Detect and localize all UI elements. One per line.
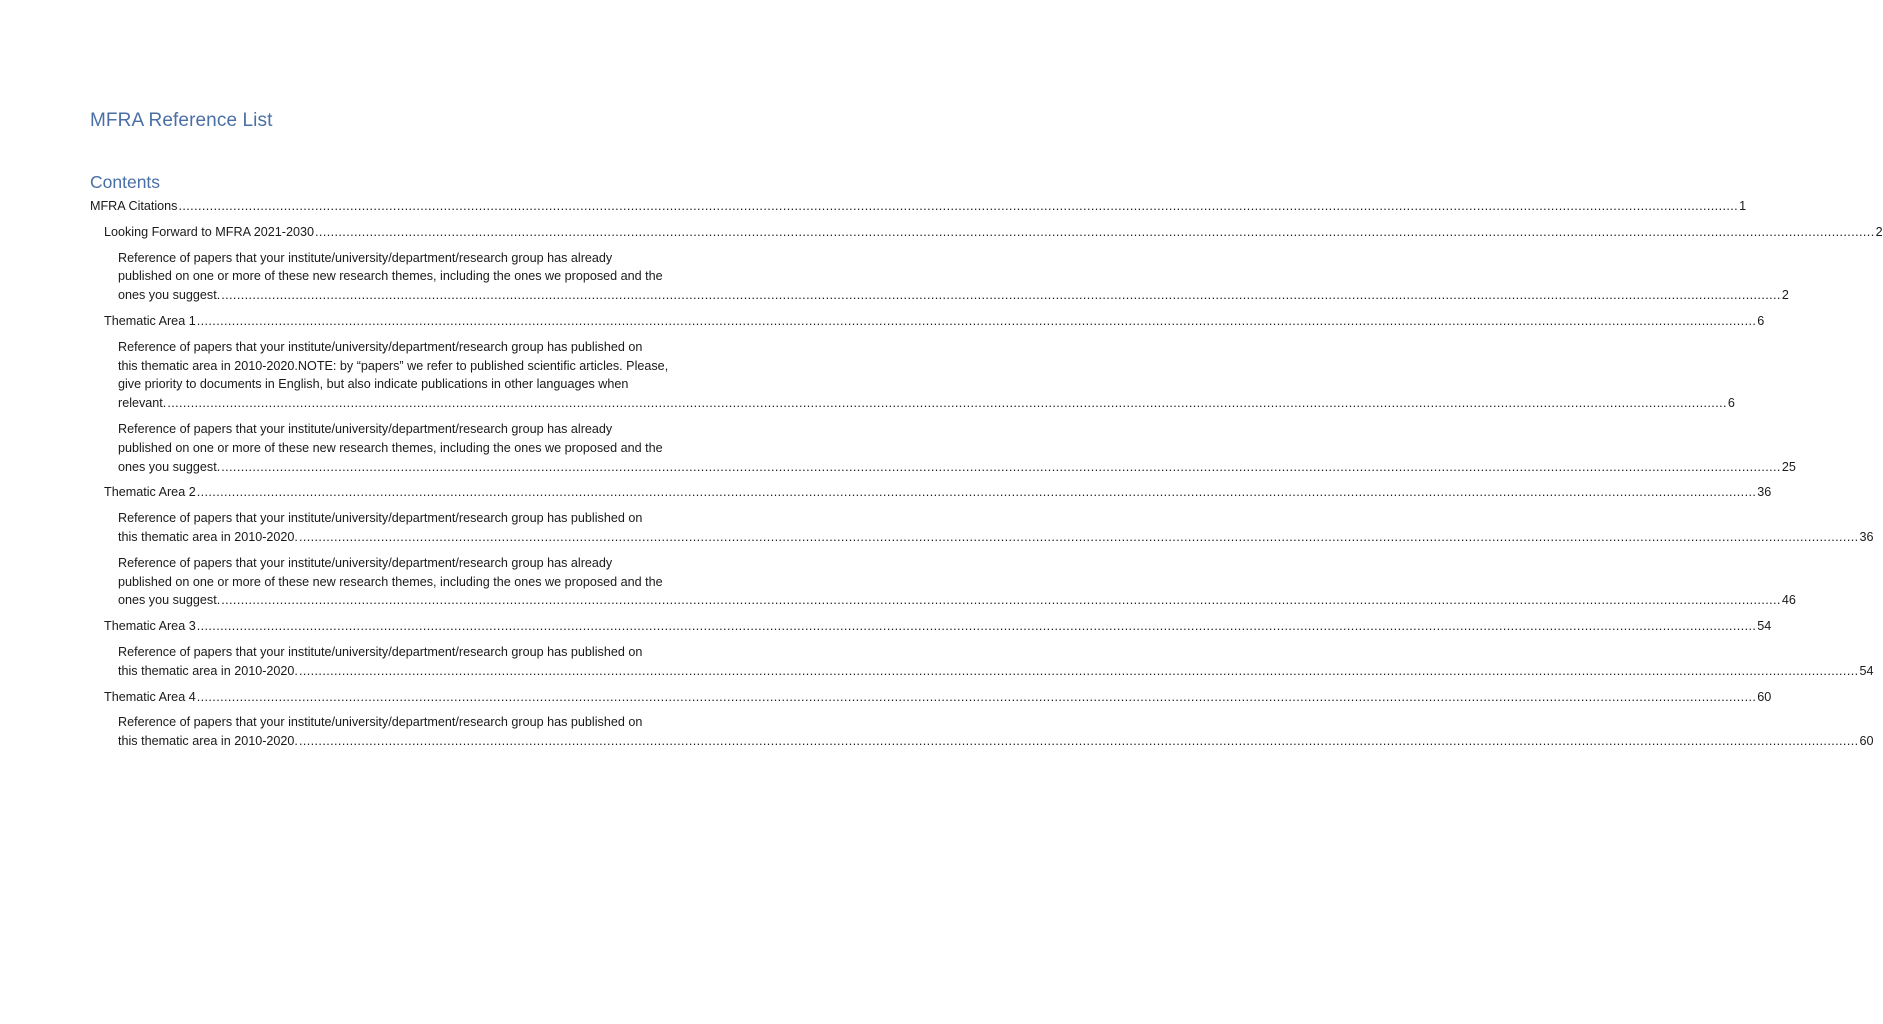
toc-entry-line: Reference of papers that your institute/university/department/research group has published on (118, 644, 643, 659)
toc-entry-text (104, 223, 1883, 242)
toc-entry-label: this thematic area in 2010-2020. (118, 734, 298, 749)
toc-entry-text (118, 249, 1789, 305)
toc-entry-last-line (104, 483, 1771, 502)
toc-entry-text (104, 617, 1771, 636)
toc-entry-last-line (118, 528, 1874, 547)
toc-entry-last-line (104, 223, 1883, 242)
toc-dot-leader: ................................................................................................................................................................................................................................................................................................................................................................................................................ (221, 288, 1781, 303)
toc-entry-text (118, 643, 1874, 681)
toc-dot-leader: ................................................................................................................................................................................................................................................................................................................................................................................................................ (221, 593, 1781, 608)
toc-entry-last-line (90, 197, 1746, 216)
toc-entry[interactable] (90, 643, 1874, 681)
toc-entry[interactable] (90, 483, 1772, 502)
toc-entry-label: Thematic Area 3 (104, 619, 196, 634)
toc-entry[interactable] (90, 617, 1772, 636)
toc-entry-last-line (118, 394, 1735, 413)
toc-dot-leader: ................................................................................................................................................................................................................................................................................................................................................................................................................ (178, 199, 1739, 213)
toc-entry-text (118, 509, 1874, 547)
toc-page-number: 6 (1757, 313, 1765, 328)
toc-entry-text (104, 312, 1764, 331)
toc-entry-line: Reference of papers that your institute/university/department/research group has already (118, 421, 613, 436)
toc-entry-line: Reference of papers that your institute/university/department/research group has published on (118, 511, 643, 526)
toc-page-number: 60 (1859, 734, 1874, 749)
toc-entry[interactable] (90, 420, 1796, 476)
toc-dot-leader: ................................................................................................................................................................................................................................................................................................................................................................................................................ (221, 459, 1781, 474)
document-title: MFRA Reference List (90, 110, 273, 131)
toc-entry[interactable] (90, 197, 1747, 216)
toc-entry[interactable] (90, 312, 1765, 331)
contents-heading: Contents (90, 172, 161, 192)
toc-entry-label: this thematic area in 2010-2020. (118, 529, 298, 544)
toc-entry-line: Reference of papers that your institute/university/department/research group has already (118, 555, 613, 570)
toc-entry-label: ones you suggest. (118, 459, 221, 474)
toc-entry-line: give priority to documents in English, but also indicate publications in other languages when (118, 377, 629, 392)
toc-entry-last-line (118, 591, 1796, 610)
toc-page-number: 54 (1757, 619, 1772, 634)
toc-entry[interactable] (90, 249, 1789, 305)
toc-entry-line: published on one or more of these new research themes, including the ones we proposed and the (118, 440, 663, 455)
toc-entry-text (90, 197, 1746, 216)
toc-page-number: 25 (1781, 459, 1796, 474)
toc-dot-leader: ................................................................................................................................................................................................................................................................................................................................................................................................................ (298, 529, 1859, 544)
toc-entry-last-line (104, 617, 1771, 636)
toc-entry-label: Thematic Area 2 (104, 485, 196, 500)
toc-page-number: 2 (1875, 224, 1883, 239)
toc-entry-last-line (104, 688, 1771, 707)
toc-dot-leader: ................................................................................................................................................................................................................................................................................................................................................................................................................ (167, 396, 1727, 411)
toc-page-number: 46 (1781, 593, 1796, 608)
toc-page-number: 2 (1781, 288, 1789, 303)
toc-entry-label: Thematic Area 4 (104, 689, 196, 704)
toc-entry[interactable] (90, 338, 1735, 413)
toc-entry-last-line (118, 662, 1874, 681)
toc-entry-last-line (118, 732, 1874, 751)
toc-entry-line: Reference of papers that your institute/university/department/research group has published on (118, 715, 643, 730)
toc-entry[interactable] (90, 688, 1772, 707)
toc-entry-label: this thematic area in 2010-2020. (118, 663, 298, 678)
toc-dot-leader: ................................................................................................................................................................................................................................................................................................................................................................................................................ (196, 689, 1757, 704)
toc-page-number: 36 (1859, 529, 1874, 544)
toc-entry[interactable] (90, 554, 1796, 610)
toc-entry-line: published on one or more of these new research themes, including the ones we proposed and the (118, 574, 663, 589)
toc-entry[interactable] (90, 223, 1883, 242)
toc-entry-label: relevant. (118, 396, 167, 411)
toc-dot-leader: ................................................................................................................................................................................................................................................................................................................................................................................................................ (196, 485, 1757, 500)
toc-entry-text (118, 338, 1735, 413)
toc-entry-text (118, 420, 1796, 476)
toc-entry-label: ones you suggest. (118, 593, 221, 608)
toc-entry-label: MFRA Citations (90, 199, 178, 213)
toc-dot-leader: ................................................................................................................................................................................................................................................................................................................................................................................................................ (298, 734, 1859, 749)
toc-entry-line: Reference of papers that your institute/university/department/research group has published on (118, 339, 643, 354)
toc-dot-leader: ................................................................................................................................................................................................................................................................................................................................................................................................................ (298, 663, 1859, 678)
toc-page-number: 6 (1727, 396, 1735, 411)
toc-entry-label: Looking Forward to MFRA 2021-2030 (104, 224, 315, 239)
toc-entry-label: ones you suggest. (118, 288, 221, 303)
toc-entry[interactable] (90, 509, 1874, 547)
toc-dot-leader: ................................................................................................................................................................................................................................................................................................................................................................................................................ (196, 313, 1757, 328)
toc-page-number: 1 (1739, 199, 1747, 213)
toc-entry-line: this thematic area in 2010-2020.NOTE: by “papers” we refer to published scientific articles. Please, (118, 358, 669, 373)
toc-entry-text (118, 713, 1874, 751)
toc-entry-text (104, 688, 1771, 707)
toc-entry-line: published on one or more of these new research themes, including the ones we proposed and the (118, 269, 663, 284)
toc-entry-text (104, 483, 1771, 502)
table-of-contents (90, 197, 1883, 758)
toc-entry-label: Thematic Area 1 (104, 313, 196, 328)
toc-dot-leader: ................................................................................................................................................................................................................................................................................................................................................................................................................ (196, 619, 1757, 634)
toc-entry-last-line (104, 312, 1764, 331)
toc-entry-last-line (118, 286, 1789, 305)
toc-entry-line: Reference of papers that your institute/university/department/research group has already (118, 250, 613, 265)
toc-entry-last-line (118, 458, 1796, 477)
toc-dot-leader: ................................................................................................................................................................................................................................................................................................................................................................................................................ (315, 224, 1875, 239)
toc-entry-text (118, 554, 1796, 610)
toc-page-number: 54 (1859, 663, 1874, 678)
toc-page-number: 36 (1757, 485, 1772, 500)
toc-page-number: 60 (1757, 689, 1772, 704)
toc-entry[interactable] (90, 713, 1874, 751)
